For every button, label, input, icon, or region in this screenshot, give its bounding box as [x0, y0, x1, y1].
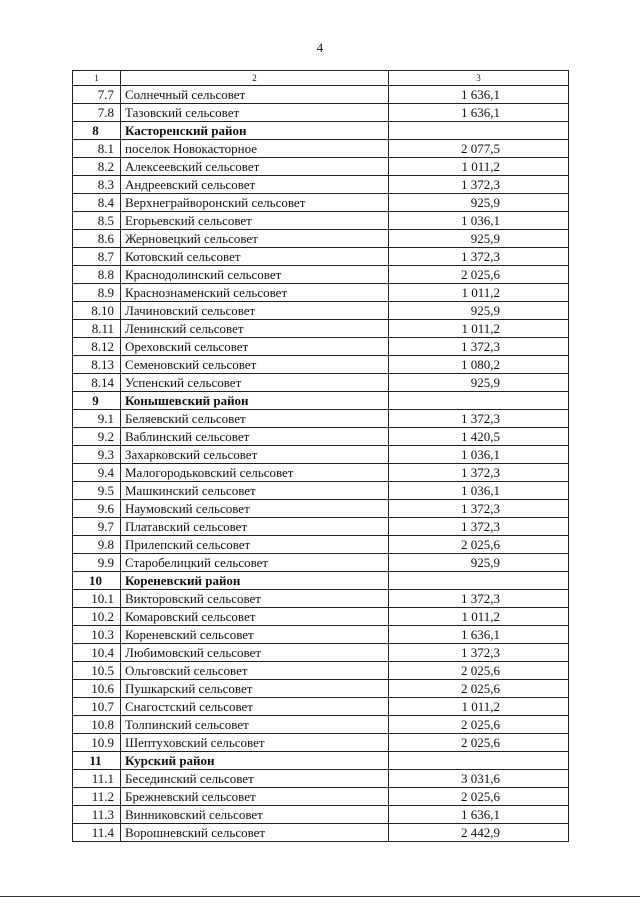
table-row	[73, 356, 569, 374]
row-number: 8.4	[73, 194, 121, 212]
row-value: 925,9	[389, 554, 569, 572]
row-value: 1 011,2	[389, 698, 569, 716]
district-row	[73, 122, 569, 140]
row-name: Успенский сельсовет	[121, 374, 389, 392]
row-name: Наумовский сельсовет	[121, 500, 389, 518]
row-number: 8.6	[73, 230, 121, 248]
row-number: 8.2	[73, 158, 121, 176]
table-row	[73, 284, 569, 302]
table-row	[73, 500, 569, 518]
row-name: Брежневский сельсовет	[121, 788, 389, 806]
row-number: 10.6	[73, 680, 121, 698]
table-row	[73, 806, 569, 824]
row-name: Малогородьковский сельсовет	[121, 464, 389, 482]
row-name: Толпинский сельсовет	[121, 716, 389, 734]
row-number: 11.1	[73, 770, 121, 788]
row-value: 2 077,5	[389, 140, 569, 158]
row-name: Верхнеграйворонский сельсовет	[121, 194, 389, 212]
page-number: 4	[316, 40, 324, 55]
table-row	[73, 446, 569, 464]
row-name: Машкинский сельсовет	[121, 482, 389, 500]
table-header-row	[73, 71, 569, 86]
table-row	[73, 338, 569, 356]
table-body	[73, 71, 569, 842]
row-value: 2 025,6	[389, 266, 569, 284]
row-number: 8.7	[73, 248, 121, 266]
row-value: 1 011,2	[389, 158, 569, 176]
table-row	[73, 158, 569, 176]
row-value: 1 372,3	[389, 176, 569, 194]
row-value: 1 036,1	[389, 212, 569, 230]
row-value: 1 372,3	[389, 590, 569, 608]
row-number: 10.3	[73, 626, 121, 644]
table-row	[73, 464, 569, 482]
table-row	[73, 824, 569, 842]
row-value: 1 636,1	[389, 626, 569, 644]
table-row	[73, 590, 569, 608]
row-value	[389, 572, 569, 590]
row-value: 1 372,3	[389, 410, 569, 428]
row-name: Кореневский район	[121, 572, 389, 590]
header-col-number: 1	[73, 71, 121, 86]
row-number: 10.7	[73, 698, 121, 716]
row-name: Конышевский район	[121, 392, 389, 410]
row-number: 9.5	[73, 482, 121, 500]
row-name: Егорьевский сельсовет	[121, 212, 389, 230]
row-number: 8.5	[73, 212, 121, 230]
row-value: 1 420,5	[389, 428, 569, 446]
row-value: 3 031,6	[389, 770, 569, 788]
table-row	[73, 248, 569, 266]
row-value: 1 372,3	[389, 644, 569, 662]
row-name: Захарковский сельсовет	[121, 446, 389, 464]
table-row	[73, 194, 569, 212]
row-name: Любимовский сельсовет	[121, 644, 389, 662]
row-value: 1 372,3	[389, 518, 569, 536]
row-value	[389, 122, 569, 140]
row-number: 9.6	[73, 500, 121, 518]
row-number: 8.1	[73, 140, 121, 158]
table-row	[73, 536, 569, 554]
row-value: 1 011,2	[389, 320, 569, 338]
row-value: 2 025,6	[389, 734, 569, 752]
table-row	[73, 662, 569, 680]
row-number: 8.9	[73, 284, 121, 302]
district-row	[73, 572, 569, 590]
row-name: Ворошневский сельсовет	[121, 824, 389, 842]
row-number: 7.8	[73, 104, 121, 122]
row-name: Краснознаменский сельсовет	[121, 284, 389, 302]
row-name: Викторовский сельсовет	[121, 590, 389, 608]
row-number: 8.8	[73, 266, 121, 284]
row-number: 9.3	[73, 446, 121, 464]
row-number: 8	[73, 122, 121, 140]
row-value: 2 025,6	[389, 788, 569, 806]
row-value: 2 025,6	[389, 536, 569, 554]
row-number: 9.2	[73, 428, 121, 446]
row-value: 925,9	[389, 194, 569, 212]
row-name: Винниковский сельсовет	[121, 806, 389, 824]
row-value: 1 636,1	[389, 104, 569, 122]
header-col-name: 2	[121, 71, 389, 86]
row-name: Ореховский сельсовет	[121, 338, 389, 356]
row-name: Шептуховский сельсовет	[121, 734, 389, 752]
row-name: Ленинский сельсовет	[121, 320, 389, 338]
row-name: Солнечный сельсовет	[121, 86, 389, 104]
row-name: Андреевский сельсовет	[121, 176, 389, 194]
row-name: Курский район	[121, 752, 389, 770]
row-name: Котовский сельсовет	[121, 248, 389, 266]
row-value: 1 372,3	[389, 500, 569, 518]
table-row	[73, 140, 569, 158]
row-number: 9.9	[73, 554, 121, 572]
row-name: Тазовский сельсовет	[121, 104, 389, 122]
row-name: Ваблинский сельсовет	[121, 428, 389, 446]
row-value: 2 442,9	[389, 824, 569, 842]
row-name: Пушкарский сельсовет	[121, 680, 389, 698]
table-row	[73, 374, 569, 392]
table-row	[73, 680, 569, 698]
table-row	[73, 626, 569, 644]
table-row	[73, 734, 569, 752]
row-name: Семеновский сельсовет	[121, 356, 389, 374]
table-row	[73, 176, 569, 194]
row-number: 10.5	[73, 662, 121, 680]
row-value: 925,9	[389, 230, 569, 248]
table-row	[73, 518, 569, 536]
bottom-rule	[0, 896, 640, 897]
row-number: 11.4	[73, 824, 121, 842]
row-number: 11	[73, 752, 121, 770]
table-row	[73, 230, 569, 248]
row-name: Платавский сельсовет	[121, 518, 389, 536]
district-row	[73, 752, 569, 770]
row-number: 8.11	[73, 320, 121, 338]
table-row	[73, 266, 569, 284]
row-value: 1 011,2	[389, 608, 569, 626]
row-number: 7.7	[73, 86, 121, 104]
row-value: 1 372,3	[389, 464, 569, 482]
row-value: 925,9	[389, 302, 569, 320]
row-value: 1 011,2	[389, 284, 569, 302]
row-number: 10.8	[73, 716, 121, 734]
row-value: 1 372,3	[389, 248, 569, 266]
table-row	[73, 554, 569, 572]
table-row	[73, 698, 569, 716]
row-name: Краснодолинский сельсовет	[121, 266, 389, 284]
row-name: Ольговский сельсовет	[121, 662, 389, 680]
row-name: Снагостский сельсовет	[121, 698, 389, 716]
row-number: 8.3	[73, 176, 121, 194]
header-col-value: 3	[389, 71, 569, 86]
table-row	[73, 788, 569, 806]
row-number: 8.12	[73, 338, 121, 356]
row-number: 10.9	[73, 734, 121, 752]
row-value: 925,9	[389, 374, 569, 392]
district-row	[73, 392, 569, 410]
table-row	[73, 104, 569, 122]
row-name: Алексеевский сельсовет	[121, 158, 389, 176]
table-row	[73, 608, 569, 626]
row-value: 1 036,1	[389, 482, 569, 500]
row-name: Беляевский сельсовет	[121, 410, 389, 428]
row-name: Прилепский сельсовет	[121, 536, 389, 554]
row-number: 11.3	[73, 806, 121, 824]
row-name: Комаровский сельсовет	[121, 608, 389, 626]
row-number: 8.10	[73, 302, 121, 320]
table-row	[73, 770, 569, 788]
row-number: 11.2	[73, 788, 121, 806]
row-value: 1 372,3	[389, 338, 569, 356]
table-row	[73, 644, 569, 662]
row-number: 9	[73, 392, 121, 410]
row-name: Кореневский сельсовет	[121, 626, 389, 644]
table-row	[73, 482, 569, 500]
row-number: 10	[73, 572, 121, 590]
row-number: 10.2	[73, 608, 121, 626]
table-row	[73, 410, 569, 428]
row-value: 2 025,6	[389, 716, 569, 734]
row-number: 9.8	[73, 536, 121, 554]
table-row	[73, 716, 569, 734]
table-row	[73, 302, 569, 320]
row-number: 9.1	[73, 410, 121, 428]
row-name: Жерновецкий сельсовет	[121, 230, 389, 248]
row-number: 10.4	[73, 644, 121, 662]
row-value	[389, 752, 569, 770]
row-name: Касторенский район	[121, 122, 389, 140]
row-value: 2 025,6	[389, 680, 569, 698]
row-number: 9.7	[73, 518, 121, 536]
row-number: 9.4	[73, 464, 121, 482]
row-name: поселок Новокасторное	[121, 140, 389, 158]
row-value: 1 036,1	[389, 446, 569, 464]
row-value: 1 080,2	[389, 356, 569, 374]
allocation-table	[72, 70, 569, 842]
table-row	[73, 428, 569, 446]
row-value	[389, 392, 569, 410]
row-number: 10.1	[73, 590, 121, 608]
table-row	[73, 320, 569, 338]
table-row	[73, 212, 569, 230]
row-value: 1 636,1	[389, 806, 569, 824]
row-name: Лачиновский сельсовет	[121, 302, 389, 320]
row-number: 8.13	[73, 356, 121, 374]
table-row	[73, 86, 569, 104]
row-value: 2 025,6	[389, 662, 569, 680]
row-value: 1 636,1	[389, 86, 569, 104]
row-name: Бесединский сельсовет	[121, 770, 389, 788]
row-name: Старобелицкий сельсовет	[121, 554, 389, 572]
row-number: 8.14	[73, 374, 121, 392]
